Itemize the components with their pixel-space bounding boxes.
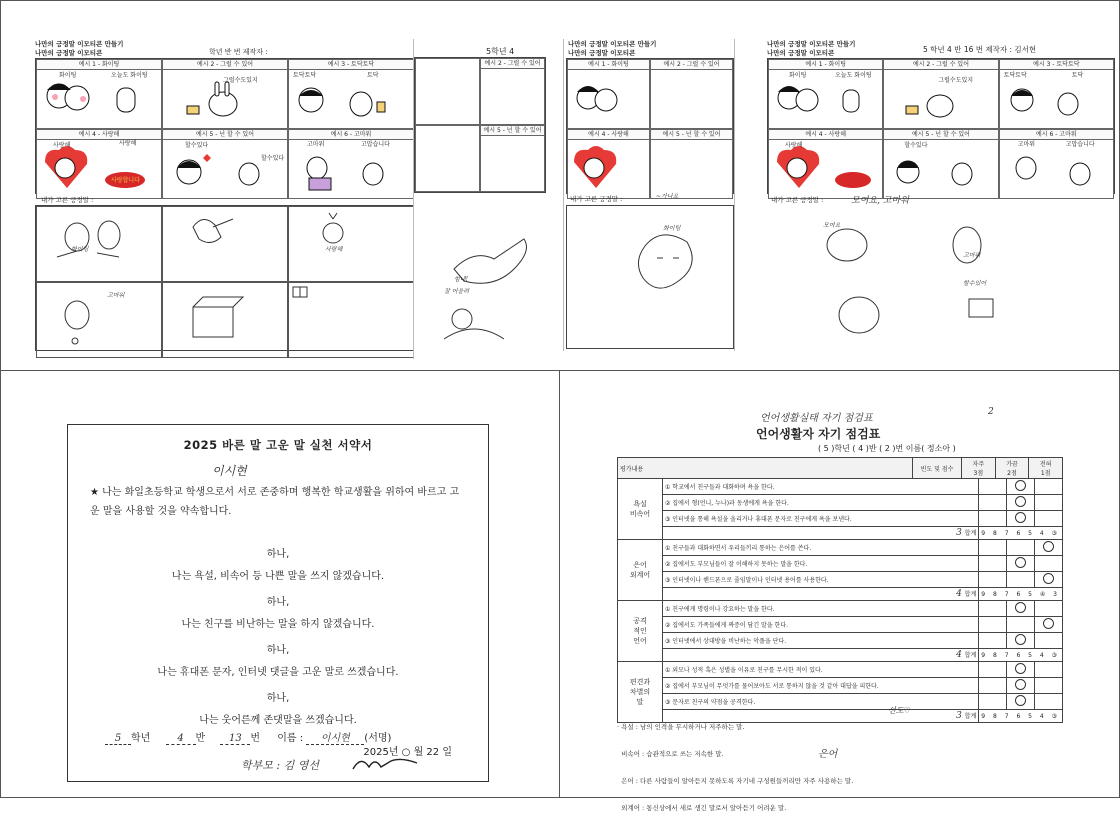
drawing-caption: 모여요 <box>823 222 841 229</box>
example-art-text: 사랑해 <box>785 142 803 149</box>
example-cell <box>415 125 480 192</box>
example-label: 예시 5 - 넌 할 수 있어 <box>651 130 732 140</box>
pledge-item-text: 나는 욕설, 비속어 등 나쁜 말을 쓰지 않겠습니다. <box>171 571 385 582</box>
example-art-text: 할수있다 <box>904 142 928 149</box>
circle-mark-icon <box>1015 634 1026 645</box>
example-art-text: 고맙습니다 <box>1065 141 1095 148</box>
note-line: · 욕설 : 남의 인격을 무시하거나 저주하는 말. <box>617 723 745 731</box>
checklist-item-text: ③ 문자로 친구의 약점을 공격한다. <box>663 694 979 710</box>
drawing-cell <box>288 206 414 282</box>
student-drawing <box>289 207 409 277</box>
pledge-name-handwritten: 이시현 <box>212 464 247 478</box>
checklist-row <box>618 540 1063 556</box>
circle-mark-icon <box>1015 480 1026 491</box>
checklist-row <box>618 601 1063 617</box>
score-cell[interactable] <box>1007 479 1035 495</box>
note-line: 외계어 : 통신상에서 새로 생긴 말로서 알아듣기 어려운 말. <box>617 804 787 812</box>
checklist-body <box>617 478 1063 723</box>
score-cell[interactable] <box>1035 662 1063 678</box>
header-often: 자주 3점 <box>962 458 996 479</box>
pledge-item-head: 하나, <box>266 597 290 608</box>
score-cell[interactable] <box>1035 572 1063 588</box>
drawing-caption: 고마워 <box>107 292 125 299</box>
example-cell-2 <box>162 59 288 129</box>
score-cell[interactable] <box>1007 572 1035 588</box>
example-cell-4 <box>36 129 162 199</box>
example-label: 예시 3 - 토닥토닥 <box>1000 60 1113 70</box>
guardian-signature: 학부모 : 김 영선 <box>241 759 319 772</box>
circle-mark-icon <box>1043 618 1054 629</box>
total-scale: 9 8 7 6 5 ④ 3 <box>979 588 1063 601</box>
worksheet-header: 나만의 긍정말 이모티콘 <box>568 49 636 57</box>
category-cell: 공격 적인 언어 <box>618 601 663 662</box>
example-label: 예시 4 - 사랑해 <box>37 130 161 140</box>
example-label: 예시 6 - 고마워 <box>1000 130 1113 140</box>
score-cell[interactable] <box>979 662 1007 678</box>
drawing-cell <box>288 282 414 358</box>
circle-mark-icon <box>1015 663 1026 674</box>
example-cell-1 <box>36 59 162 129</box>
example-cell <box>415 58 480 125</box>
example-label: 예시 5 - 넌 할 수 있어 <box>884 130 997 140</box>
score-cell[interactable] <box>979 540 1007 556</box>
pledge-item-text: 나는 휴대폰 문자, 인터넷 댓글을 고운 말로 쓰겠습니다. <box>157 667 399 678</box>
score-cell[interactable] <box>1035 678 1063 694</box>
example-label: 예시 4 - 사랑해 <box>769 130 882 140</box>
worksheet-student-info: 5 학년 4 반 16 번 제작자 : 김서현 <box>923 45 1037 54</box>
score-cell[interactable] <box>1007 678 1035 694</box>
example-label: 예시 4 - 사랑해 <box>568 130 649 140</box>
name-label: 이름 : <box>277 733 304 744</box>
score-cell[interactable] <box>1007 556 1035 572</box>
drawing-caption: 할수있어 <box>963 280 987 287</box>
drawing-caption: 화이팅 <box>71 246 89 253</box>
worksheet-small-header: 나만의 긍정말 이모티콘 만들기 <box>767 40 856 48</box>
header-content: 평가내용 <box>618 458 913 479</box>
student-drawing <box>767 205 1113 355</box>
student-drawing <box>37 207 157 277</box>
example-art-text: 고마워 <box>307 141 325 148</box>
example-emoticon-art <box>884 140 994 194</box>
drawing-caption: 잘 어울려 <box>444 288 470 295</box>
example-label: 예시 1 - 화이팅 <box>769 60 882 70</box>
example-cell-2 <box>883 59 998 129</box>
checklist-row <box>618 495 1063 511</box>
example-art-text: 고맙습니다 <box>361 141 390 148</box>
checklist-item-text: ① 친구에게 명령이나 강요하는 말을 한다. <box>663 601 979 617</box>
circle-mark-icon <box>1015 557 1026 568</box>
checklist-hand-mark: 2 <box>988 407 994 417</box>
section-total-label <box>663 527 979 540</box>
section-total-row <box>618 588 1063 601</box>
section-total-row <box>618 527 1063 540</box>
score-cell[interactable] <box>979 479 1007 495</box>
example-label: 예시 1 - 화이팅 <box>568 60 649 70</box>
student-drawing-area <box>566 205 734 349</box>
example-cell-5 <box>650 129 733 199</box>
checklist-notes <box>617 705 1067 831</box>
example-cell-3 <box>288 59 414 129</box>
student-drawing <box>163 283 283 353</box>
score-cell[interactable] <box>979 617 1007 633</box>
checklist-row <box>618 662 1063 678</box>
example-grid-partial <box>566 58 734 194</box>
checklist-title: 언어생활자 자기 점검표 <box>756 427 881 441</box>
example-label: 예시 5 - 넌 할 수 있어 <box>481 126 544 136</box>
example-art-text: 오늘도 화이팅 <box>835 72 872 79</box>
score-cell[interactable] <box>1007 511 1035 527</box>
section-total-label <box>663 588 979 601</box>
drawing-caption: 사랑해 <box>325 246 343 253</box>
checklist-header-row <box>618 458 1063 479</box>
example-emoticon-art <box>568 140 648 194</box>
student-drawing <box>289 283 409 353</box>
chosen-word-value: 모여요, 고마워 <box>851 196 909 206</box>
example-art-text: 그럴수도있지 <box>223 77 258 84</box>
example-art-text: 토닥토닥 <box>293 72 317 79</box>
score-cell[interactable] <box>979 495 1007 511</box>
pledge-date: 2025년 ○ 월 22 일 <box>363 747 452 758</box>
example-cell-5 <box>162 129 288 199</box>
score-cell[interactable] <box>1007 540 1035 556</box>
checklist-row <box>618 633 1063 649</box>
checklist-table <box>617 457 1063 479</box>
checklist-item-text: ③ 인터넷을 통해 욕설을 올리거나 휴대폰 문자로 친구에게 욕을 보낸다. <box>663 511 979 527</box>
example-cell-2 <box>480 58 545 125</box>
worksheet-header: 나만의 긍정말 이모티콘 <box>767 49 835 57</box>
pledge-intro: ★ 나는 화일초등학교 학생으로서 서로 존중하며 행복한 학교생활을 위하여 바르고 고운 말을 사용할 것을 약속합니다. <box>90 487 460 517</box>
total-label: 합계 <box>964 652 977 659</box>
section-total-label <box>663 649 979 662</box>
score-cell[interactable] <box>1035 540 1063 556</box>
example-label: 예시 5 - 넌 할 수 있어 <box>163 130 287 140</box>
worksheet-student-info: 5학년 4 <box>486 47 515 56</box>
score-cell[interactable] <box>1035 601 1063 617</box>
drawing-caption: 고마워 <box>963 252 981 259</box>
total-label: 합계 <box>964 713 977 720</box>
note-hand-2: 은어 <box>818 749 838 760</box>
pledge-item-text: 나는 웃어른께 존댓말을 쓰겠습니다. <box>199 715 357 726</box>
worksheet-student-info: 학년 반 번 제작자 : <box>209 48 268 56</box>
drawing-caption: 화이팅 <box>663 225 681 232</box>
drawing-cell <box>36 206 162 282</box>
circle-mark-icon <box>1043 573 1054 584</box>
chosen-word-label: 내가 고른 긍정말 : <box>41 196 94 204</box>
worksheet-small-header: 나만의 긍정말 이모티콘 만들기 <box>568 40 657 48</box>
score-cell[interactable] <box>1035 495 1063 511</box>
worksheets-panel <box>0 0 1120 372</box>
example-art-text: 토닥 <box>1071 72 1084 79</box>
total-handwritten: 4 <box>956 589 965 599</box>
checklist-item-text: ② 집에서도 부모님들이 잘 이해하지 못하는 말을 한다. <box>663 556 979 572</box>
example-label: 예시 1 - 화이팅 <box>37 60 161 70</box>
chosen-word-label: 내가 고른 긍정말 : <box>771 196 824 204</box>
example-art-text: 할수있다 <box>185 142 209 149</box>
example-cell-5 <box>480 125 545 192</box>
example-grid-partial <box>414 57 546 193</box>
score-cell[interactable] <box>979 678 1007 694</box>
pledge-item-head: 하나, <box>266 549 290 560</box>
score-cell[interactable] <box>1035 617 1063 633</box>
class-value: 4 <box>166 733 196 745</box>
checklist-hand-title: 언어생활실태 자기 점검표 <box>760 413 873 424</box>
example-emoticon-art <box>568 70 648 124</box>
drawing-caption: 힘내! <box>454 276 469 283</box>
example-art-text: 고마워 <box>1017 141 1036 148</box>
score-cell[interactable] <box>1035 479 1063 495</box>
example-cell-2 <box>650 59 733 129</box>
worksheet-sheet-4 <box>763 39 1117 357</box>
header-never: 전혀 1점 <box>1029 458 1063 479</box>
example-label: 예시 2 - 그럴 수 있어 <box>163 60 287 70</box>
drawing-cell <box>36 282 162 358</box>
checklist-row <box>618 479 1063 495</box>
example-cell-4 <box>768 129 883 199</box>
student-drawing <box>567 206 733 326</box>
pledge-item-head: 하나, <box>266 645 290 656</box>
example-label: 예시 2 - 그럴 수 있어 <box>884 60 997 70</box>
pledge-item-text: 나는 친구를 비난하는 말을 하지 않겠습니다. <box>181 619 375 630</box>
grade-value: 5 <box>105 733 131 745</box>
checklist-row <box>618 617 1063 633</box>
total-scale: 9 8 7 6 5 4 ③ <box>979 649 1063 662</box>
pledge-student-line <box>105 729 485 745</box>
example-cell-6 <box>999 129 1114 199</box>
score-cell[interactable] <box>979 511 1007 527</box>
checklist-item-text: ① 친구들과 대화하면서 우리들끼리 통하는 은어를 쓴다. <box>663 540 979 556</box>
pledge-panel <box>0 370 561 798</box>
total-handwritten: 4 <box>956 650 965 660</box>
header-sometimes: 가끔 2점 <box>995 458 1029 479</box>
example-cell-5 <box>883 129 998 199</box>
checklist-item-text: ③ 인터넷이나 핸드폰으로 줄임말이나 인터넷 용어를 사용한다. <box>663 572 979 588</box>
score-cell[interactable] <box>979 633 1007 649</box>
drawing-cell <box>162 206 288 282</box>
checklist-item-text: ② 집에서 형(언니, 누나)과 동생에게 욕을 한다. <box>663 495 979 511</box>
worksheet-sheet-2 <box>413 39 546 359</box>
checklist-item-text: ② 집에서 부모님이 무엇가를 물어보아도 서로 통하지 않을 것 같아 대답을 피한다. <box>663 678 979 694</box>
example-cell-1 <box>567 59 650 129</box>
worksheet-small-header: 나만의 긍정말 이모티콘 만들기 <box>35 40 124 48</box>
student-drawing-grid <box>35 205 415 351</box>
note-line: 은어 : 다른 사람들이 알아듣지 못하도록 자기네 구성원들끼리만 자주 사용하는 말. <box>617 777 854 785</box>
example-art-text: 화이팅 <box>789 72 807 79</box>
checklist-sections-table <box>617 478 1063 723</box>
chosen-word-value: ~가나요 <box>656 193 679 200</box>
drawing-cell <box>162 282 288 358</box>
example-art-text: 화이팅 <box>59 72 77 79</box>
svg-text:사랑합니다: 사랑합니다 <box>111 177 140 184</box>
score-cell[interactable] <box>1035 556 1063 572</box>
number-label: 번 <box>250 733 261 744</box>
name-value: 이시현 <box>306 729 364 745</box>
example-label: 예시 3 - 토닥토닥 <box>289 60 413 70</box>
example-cell-3 <box>999 59 1114 129</box>
score-cell[interactable] <box>1035 511 1063 527</box>
example-art-text: 할수있다 <box>261 155 285 162</box>
worksheet-sheet-3 <box>563 39 735 351</box>
example-art-text: 사랑해 <box>119 140 137 147</box>
example-art-text: 사랑해 <box>53 142 71 149</box>
score-cell[interactable] <box>1007 495 1035 511</box>
example-cell-4 <box>567 129 650 199</box>
sign-note: (서명) <box>364 733 392 744</box>
example-grid <box>35 58 415 194</box>
example-art-text: 그럴수도있지 <box>938 77 974 84</box>
checklist-panel <box>559 370 1120 812</box>
checklist-item-text: ② 집에서도 가족들에게 짜증이 담긴 말을 한다. <box>663 617 979 633</box>
score-cell[interactable] <box>1007 662 1035 678</box>
example-label: 예시 2 - 그럴 수 있어 <box>481 59 544 69</box>
total-label: 합계 <box>964 530 977 537</box>
checklist-row <box>618 556 1063 572</box>
chosen-word-label: 내가 고른 긍정말 : <box>570 195 623 203</box>
worksheet-sheet-1 <box>29 39 419 357</box>
score-cell[interactable] <box>1007 601 1035 617</box>
example-label: 예시 2 - 그럴 수 있어 <box>651 60 732 70</box>
example-grid <box>767 58 1115 194</box>
pledge-item-head: 하나, <box>266 693 290 704</box>
circle-mark-icon <box>1015 679 1026 690</box>
example-cell-6 <box>288 129 414 199</box>
class-label: 반 <box>195 733 206 744</box>
checklist-student-line: ( 5 )학년 ( 4 )반 ( 2 )번 이름( 정소아 ) <box>818 444 956 453</box>
score-cell[interactable] <box>1007 633 1035 649</box>
circle-mark-icon <box>1015 602 1026 613</box>
category-cell: 욕설 비속어 <box>618 479 663 540</box>
score-cell[interactable] <box>979 556 1007 572</box>
student-drawing <box>163 207 283 277</box>
total-handwritten: 3 <box>956 711 965 721</box>
score-cell[interactable] <box>1035 633 1063 649</box>
example-label: 예시 6 - 고마워 <box>289 130 413 140</box>
note-hand-1: 선도♡ <box>888 706 911 715</box>
checklist-item-text: ③ 인터넷에서 상대방을 비난하는 악플을 단다. <box>663 633 979 649</box>
grade-label: 학년 <box>131 733 151 744</box>
header-freq: 빈도 및 점수 <box>913 458 962 479</box>
student-drawing <box>37 283 157 353</box>
signature-scribble-icon <box>351 753 421 773</box>
checklist-row <box>618 678 1063 694</box>
total-scale: 9 8 7 6 5 4 ③ <box>979 710 1063 723</box>
student-drawing <box>414 199 544 349</box>
number-value: 13 <box>220 733 250 745</box>
circle-mark-icon <box>1015 512 1026 523</box>
score-cell[interactable] <box>979 572 1007 588</box>
circle-mark-icon <box>1043 541 1054 552</box>
checklist-row <box>618 572 1063 588</box>
score-cell[interactable] <box>979 601 1007 617</box>
example-art-text: 오늘도 화이팅 <box>111 72 148 79</box>
note-line: 비속어 : 습관적으로 쓰는 저속한 말. <box>617 750 724 758</box>
checklist-item-text: ① 외모나 성적 혹은 성별을 이유로 친구를 무시한 적이 있다. <box>663 662 979 678</box>
total-scale: 9 8 7 6 5 4 ③ <box>979 527 1063 540</box>
section-total-row <box>618 649 1063 662</box>
checklist-row <box>618 511 1063 527</box>
example-art-text: 토닥 <box>367 72 379 79</box>
worksheet-header: 나만의 긍정말 이모티콘 <box>35 49 103 57</box>
example-cell-1 <box>768 59 883 129</box>
example-art-text: 토닥토닥 <box>1003 72 1027 79</box>
pledge-title: 2025 바른 말 고운 말 실천 서약서 <box>183 438 373 452</box>
score-cell[interactable] <box>1007 617 1035 633</box>
category-cell: 편견과 차별의 말 <box>618 662 663 723</box>
total-label: 합계 <box>964 591 977 598</box>
total-handwritten: 3 <box>956 528 965 538</box>
checklist-item-text: ① 학교에서 친구들과 대화하며 욕을 한다. <box>663 479 979 495</box>
circle-mark-icon <box>1015 496 1026 507</box>
example-emoticon-art <box>163 140 283 194</box>
category-cell: 은어 외계어 <box>618 540 663 601</box>
